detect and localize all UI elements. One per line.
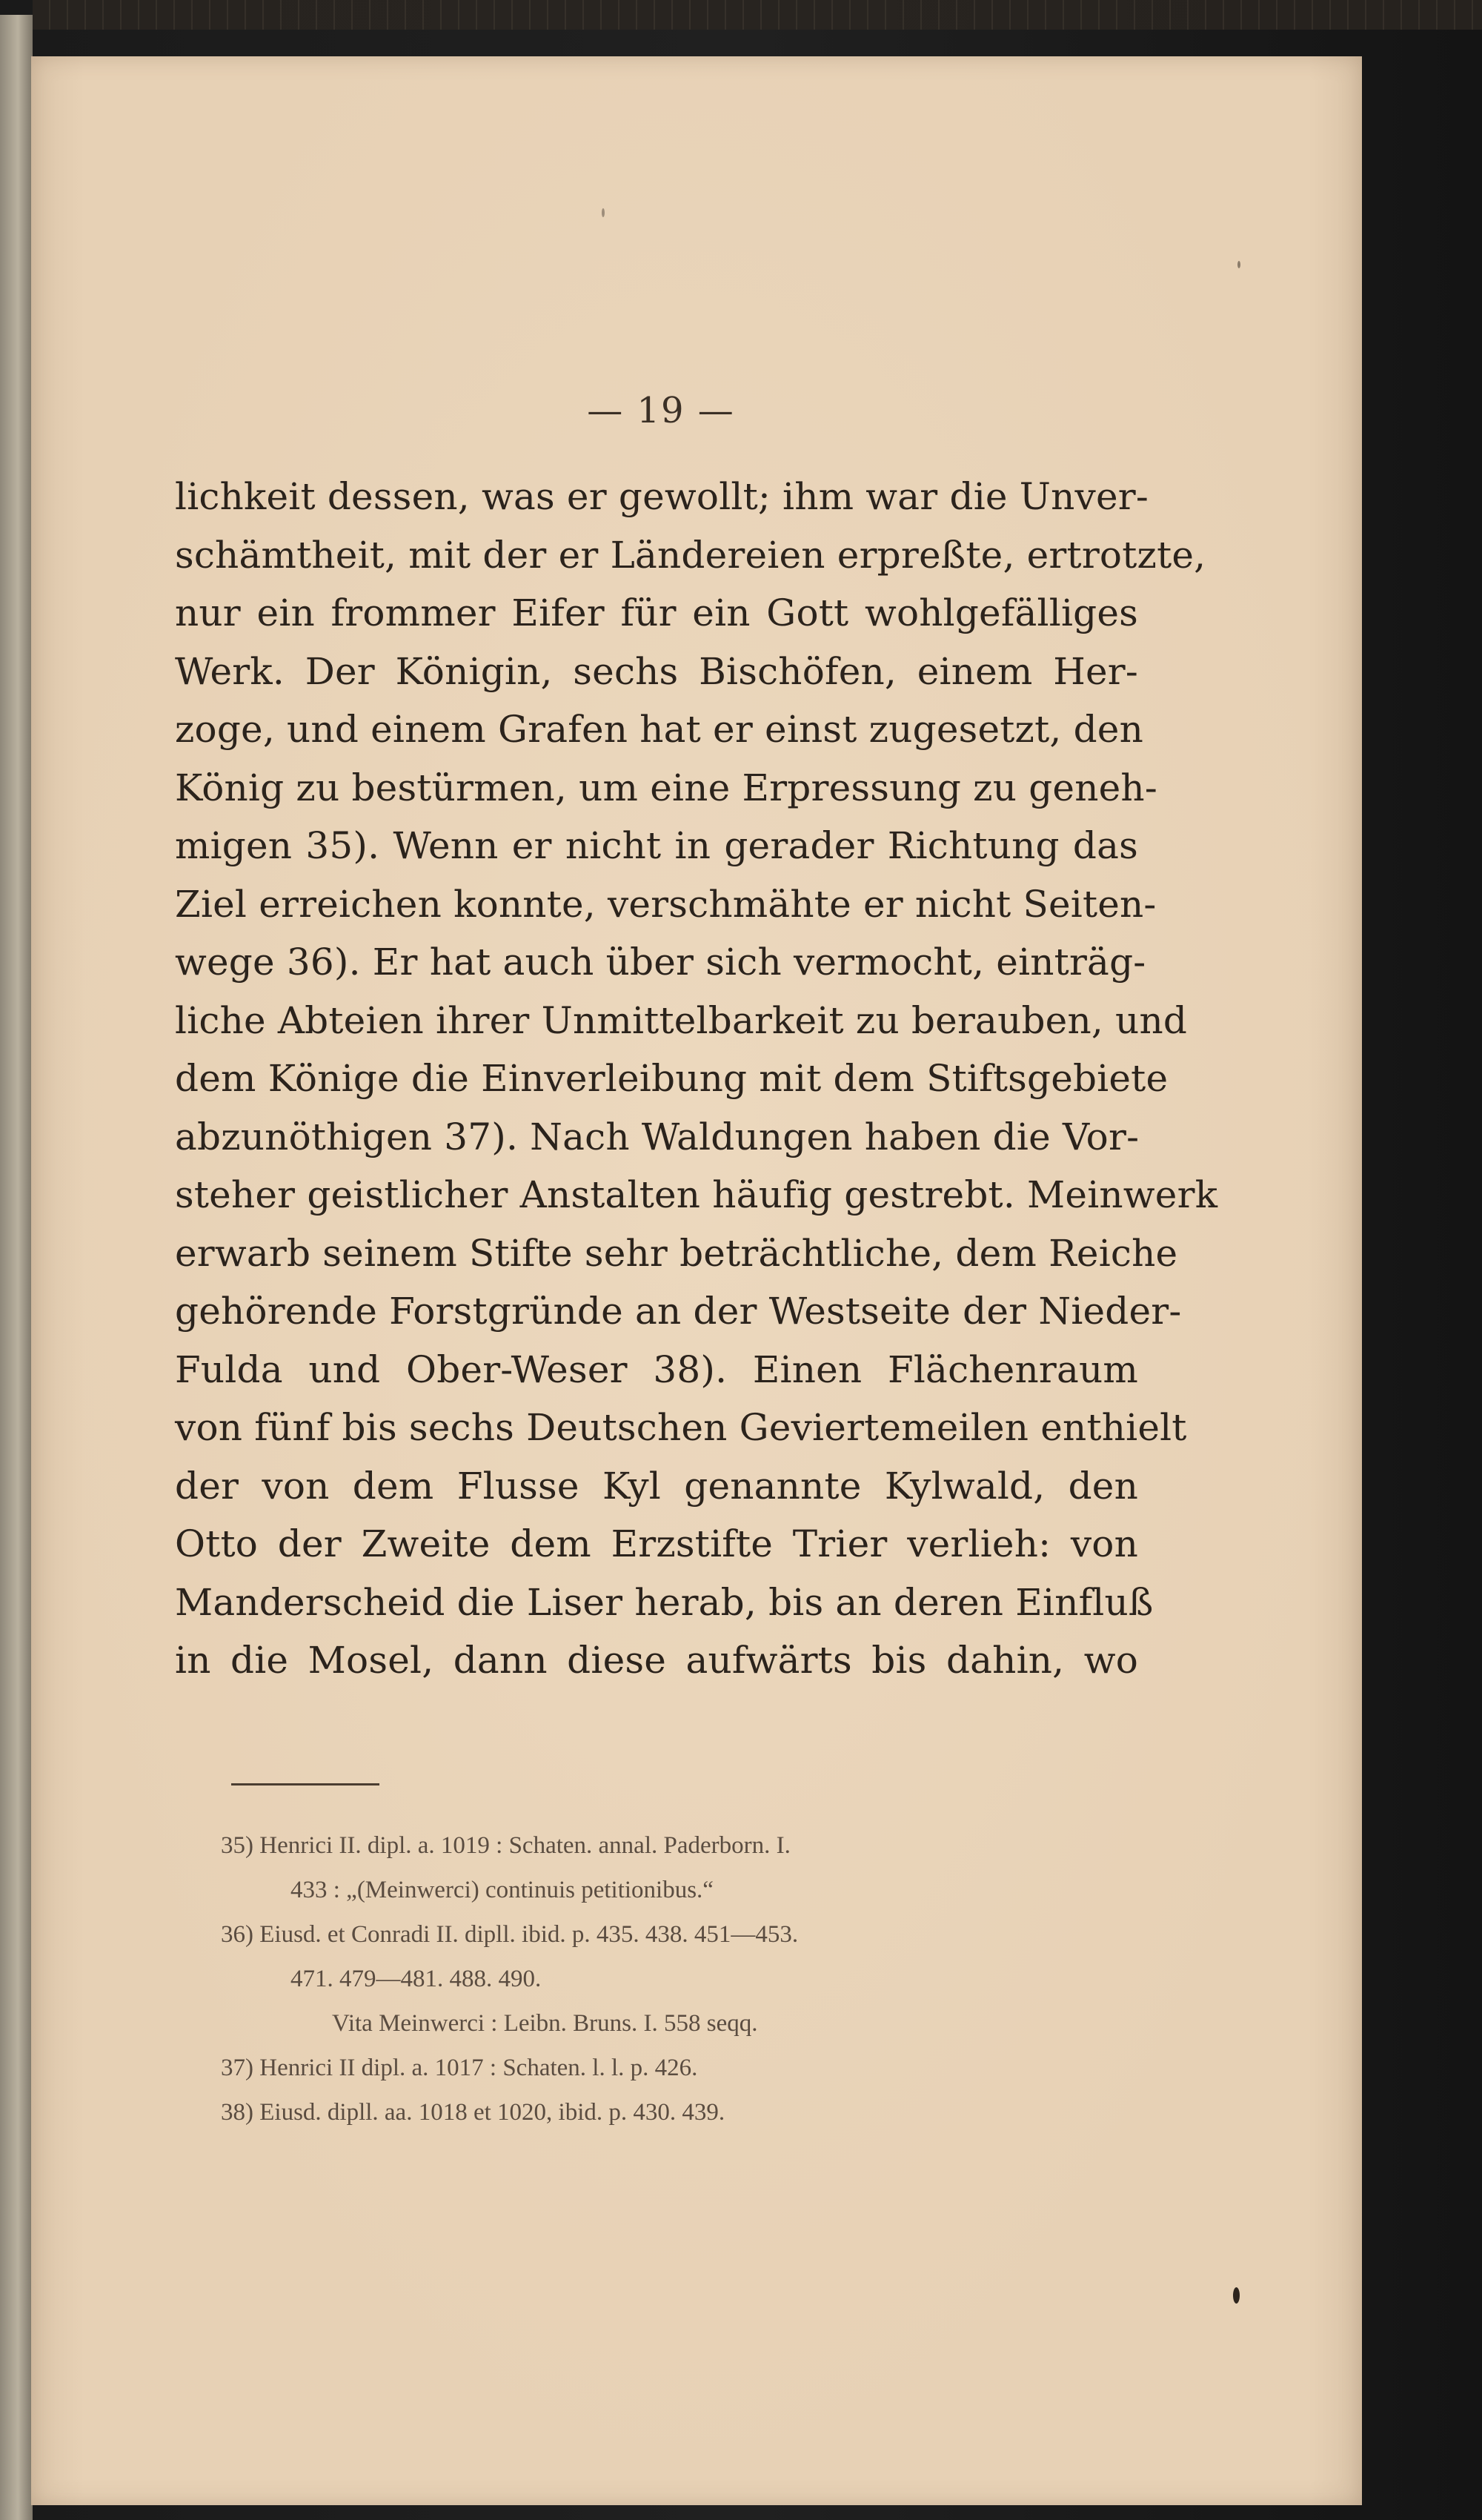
body-line: in die Mosel, dann diese aufwärts bis dahin, wo (175, 1639, 1138, 1682)
footnote-line: 36) Eiusd. et Conradi II. dipll. ibid. p. 435. 438. 451—453. (221, 1921, 799, 1948)
paper-speck (602, 208, 605, 217)
body-line: dem Könige die Einverleibung mit dem Stiftsgebiete (175, 1057, 1169, 1100)
adjacent-page-edge (0, 15, 33, 2520)
paper-speck (1233, 2287, 1240, 2304)
footnote-line: 35) Henrici II. dipl. a. 1019 : Schaten. annal. Paderborn. I. (221, 1832, 791, 1859)
book-page (31, 56, 1362, 2505)
body-line: migen 35). Wenn er nicht in gerader Richtung das (175, 824, 1138, 867)
body-line: lichkeit dessen, was er gewollt; ihm war die Unver- (175, 475, 1149, 518)
body-line: steher geistlicher Anstalten häufig gestrebt. Meinwerk (175, 1173, 1218, 1216)
footnote-line: 471. 479—481. 488. 490. (290, 1966, 542, 1992)
body-line: erwarb seinem Stifte sehr beträchtliche, dem Reiche (175, 1231, 1178, 1275)
body-line: Fulda und Ober-Weser 38). Einen Flächenraum (175, 1347, 1138, 1391)
footnote-line: 433 : „(Meinwerci) continuis petitionibus.“ (290, 1877, 714, 1903)
footnotes (221, 1823, 1143, 2135)
body-line: liche Abteien ihrer Unmittelbarkeit zu berauben, und (175, 998, 1188, 1042)
body-line: zoge, und einem Grafen hat er einst zugesetzt, den (175, 708, 1143, 751)
body-line: Ziel erreichen konnte, verschmähte er nicht Seiten- (175, 882, 1157, 926)
body-line: König zu bestürmen, um eine Erpressung zu geneh- (175, 766, 1157, 809)
footnote-line: 38) Eiusd. dipll. aa. 1018 et 1020, ibid. p. 430. 439. (221, 2099, 725, 2126)
body-line: gehörende Forstgründe an der Westseite der Nieder- (175, 1290, 1182, 1333)
body-line: Manderscheid die Liser herab, bis an deren Einfluß (175, 1580, 1154, 1624)
body-line: schämtheit, mit der er Ländereien erpreßte, ertrotzte, (175, 533, 1206, 577)
body-line: Otto der Zweite dem Erzstifte Trier verlieh: von (175, 1522, 1138, 1565)
body-line: von fünf bis sechs Deutschen Geviertemeilen enthielt (175, 1406, 1187, 1449)
footnote-line: 37) Henrici II dipl. a. 1017 : Schaten. l. l. p. 426. (221, 2055, 698, 2081)
paper-speck (1237, 261, 1240, 268)
body-text (175, 468, 1218, 1690)
footnote-line: Vita Meinwerci : Leibn. Bruns. I. 558 seqq. (332, 2010, 758, 2037)
body-line: der von dem Flusse Kyl genannte Kylwald, den (175, 1464, 1138, 1508)
body-line: Werk. Der Königin, sechs Bischöfen, einem Her- (175, 649, 1138, 693)
body-line: nur ein frommer Eifer für ein Gott wohlgefälliges (175, 591, 1138, 634)
body-line: wege 36). Er hat auch über sich vermocht, einträg- (175, 941, 1146, 984)
binding-strip (33, 0, 1482, 30)
body-line: abzunöthigen 37). Nach Waldungen haben die Vor- (175, 1115, 1140, 1158)
page-number: — 19 — (587, 390, 735, 431)
footnote-divider (231, 1783, 379, 1785)
